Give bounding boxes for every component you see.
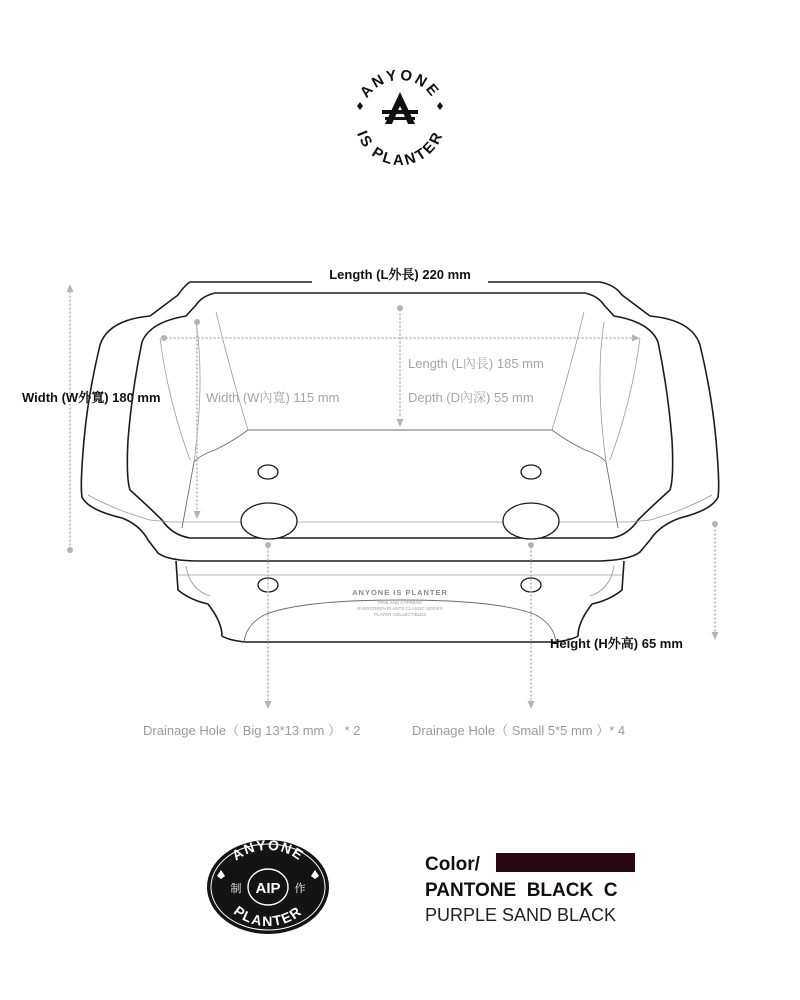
color-name: PURPLE SAND BLACK [425,905,617,925]
dim-dot [528,542,534,548]
dim-dot [397,305,403,311]
seal-text-bottom: PLANTER [230,902,306,929]
arrow-up-icon [67,284,74,292]
dimension-labels [22,265,683,738]
brand-logo [353,67,447,170]
label-drainage-small: Drainage Hole（ Small 5*5 mm ）* 4 [412,723,626,738]
logo-text-top: ANYONE [356,66,444,102]
label-depth-inner: Depth (D內深) 55 mm [408,390,534,405]
wall-line-right2 [552,312,584,430]
color-label: Color/ [425,854,480,875]
drainage-hole-big-1 [241,503,297,539]
label-width-inner: Width (W內寬) 115 mm [206,390,340,405]
arrow-down-icon [265,701,272,709]
arrow-down-icon [397,419,404,427]
seal-text-top: ANYONE [228,836,308,864]
dim-dot [67,547,73,553]
wall-line-left3 [160,338,190,460]
dim-dot [161,335,167,341]
brand-seal [207,837,329,934]
pot-print-line2: PINE AND CYPRESS [378,600,422,605]
drainage-hole-small-1 [258,465,278,479]
wall-line-left2 [216,312,248,430]
dim-dot [194,319,200,325]
color-legend [425,853,635,925]
pot-print-line1: ANYONE IS PLANTER [352,588,448,597]
wall-line-right3 [610,338,640,460]
arrow-down-icon [712,632,719,640]
rim-ledge-line [88,495,712,522]
label-width-outer: Width (W外寬) 180 mm [22,390,161,405]
label-length-outer: Length (L外長) 220 mm [329,267,471,282]
leaf-right-icon [437,102,443,110]
seal-char-left: 制 [230,883,242,895]
logo-text-bottom: IS PLANTER [353,127,448,170]
pot-drawing [81,282,718,642]
drainage-hole-big-2 [503,503,559,539]
pantone-label: PANTONE BLACK C [425,880,618,901]
seal-char-right: 作 [294,883,306,895]
color-swatch [496,853,635,872]
label-height-outer: Height (H外高) 65 mm [550,636,683,651]
arrow-down-icon [528,701,535,709]
arrow-right-icon [632,335,640,342]
drainage-hole-small-2 [521,465,541,479]
pot-print-line3: EVERGREEN PLANTS CLASSIC SERIES [357,606,443,611]
label-length-inner: Length (L內長) 185 mm [408,356,544,371]
dim-dot [265,542,271,548]
wall-line-right [600,322,606,462]
arrow-down-icon [194,511,201,519]
seal-mark: AIP [255,880,281,897]
pot-print-line4: PLAYER COLLECTIBLES [373,612,427,617]
logo-a-icon [382,92,418,124]
label-drainage-big: Drainage Hole（ Big 13*13 mm ） * 2 [143,723,361,738]
leaf-left-icon [357,102,363,110]
dim-dot [712,521,718,527]
